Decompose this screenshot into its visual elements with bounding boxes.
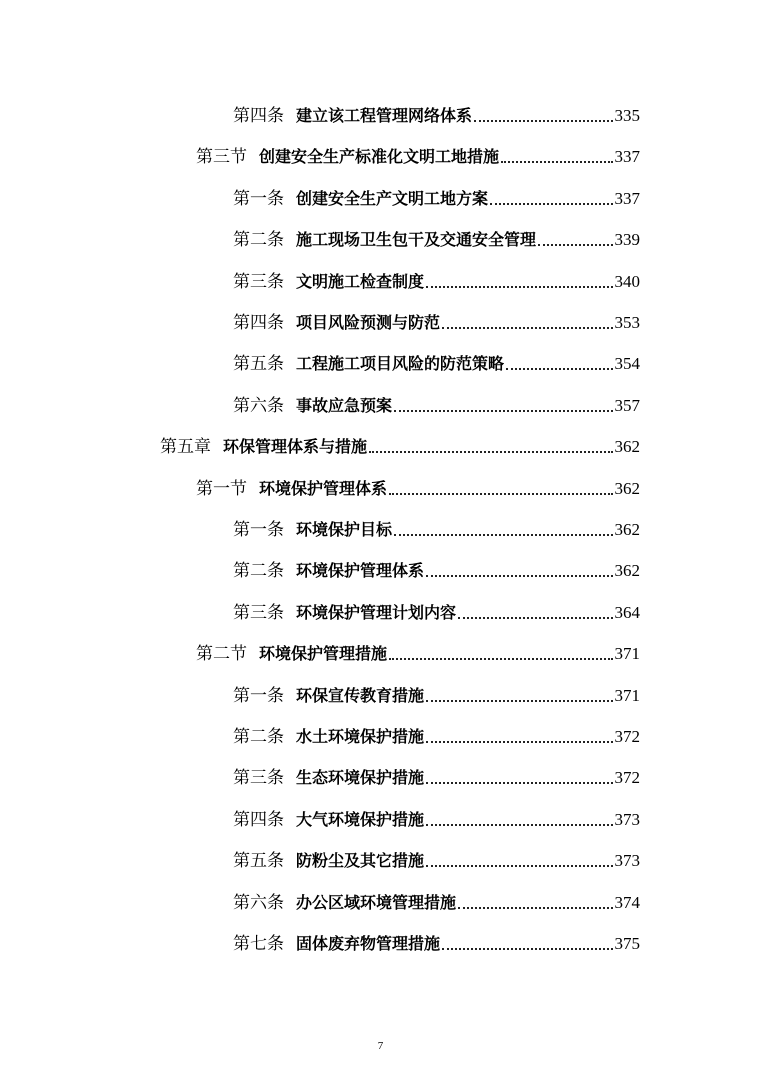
toc-entry-number: 第三条 (233, 768, 284, 789)
toc-entry-page: 362 (614, 520, 640, 539)
toc-entry[interactable] (233, 381, 640, 417)
toc-entry-number: 第二条 (233, 230, 284, 251)
toc-entry-number: 第四条 (233, 809, 284, 830)
toc-entry[interactable] (233, 257, 640, 293)
toc-entry-page: 364 (614, 602, 640, 622)
toc-dot-leader (389, 493, 612, 495)
toc-entry-page: 335 (614, 106, 640, 125)
toc-entry-number: 第五章 (160, 437, 211, 458)
toc-entry[interactable] (233, 298, 640, 334)
toc-entry-title: 水土环境保护措施 (296, 727, 425, 746)
toc-dot-leader (501, 161, 612, 163)
toc-entry-page: 372 (614, 768, 640, 788)
toc-entry-number: 第四条 (233, 106, 284, 126)
toc-entry[interactable] (233, 215, 640, 251)
toc-entry-page: 339 (614, 230, 640, 250)
toc-dot-leader (442, 948, 612, 950)
toc-entry-title: 事故应急预案 (296, 395, 393, 415)
toc-dot-leader (490, 203, 612, 205)
toc-dot-leader (426, 865, 612, 867)
toc-entry-number: 第五条 (233, 851, 284, 872)
toc-entry-page: 337 (614, 147, 640, 167)
toc-entry-number: 第三条 (233, 271, 284, 292)
toc-entry-title: 防粉尘及其它措施 (296, 851, 425, 871)
toc-dot-leader (389, 658, 612, 660)
page-number: 7 (377, 1040, 384, 1052)
toc-dot-leader (474, 120, 612, 122)
toc-entry-page: 373 (614, 809, 640, 829)
toc-entry-title: 项目风险预测与防范 (296, 313, 441, 332)
toc-entry-page: 362 (614, 478, 640, 498)
toc-entry-title: 建立该工程管理网络体系 (296, 106, 473, 125)
toc-entry-number: 第一条 (233, 520, 284, 540)
toc-dot-leader (442, 327, 612, 329)
toc-entry-title: 工程施工项目风险的防范策略 (296, 354, 505, 374)
toc-entry-title: 施工现场卫生包干及交通安全管理 (296, 230, 537, 250)
toc-dot-leader (426, 824, 612, 826)
toc-entry[interactable] (233, 91, 640, 127)
toc-entry[interactable] (233, 588, 640, 624)
toc-entry[interactable] (160, 422, 640, 458)
toc-entry[interactable] (233, 174, 640, 210)
toc-entry-page: 362 (614, 437, 640, 457)
toc-dot-leader (426, 286, 612, 288)
toc-entry-number: 第二条 (233, 561, 284, 582)
toc-entry-number: 第三节 (196, 147, 247, 168)
toc-entry-title: 文明施工检查制度 (296, 271, 425, 291)
toc-entry[interactable] (233, 339, 640, 375)
toc-entry-number: 第一条 (233, 685, 284, 706)
toc-entry-title: 创建安全生产标准化文明工地措施 (259, 147, 500, 167)
toc-entry-title: 大气环境保护措施 (296, 809, 425, 829)
toc-entry-page: 357 (614, 395, 640, 415)
toc-entry[interactable] (233, 671, 640, 707)
toc-entry[interactable] (233, 753, 640, 789)
toc-entry-page: 362 (614, 561, 640, 581)
toc-entry-page: 353 (614, 313, 640, 332)
toc-entry-number: 第七条 (233, 934, 284, 954)
toc-entry[interactable] (233, 712, 640, 748)
toc-dot-leader (426, 741, 612, 743)
toc-entry[interactable] (233, 919, 640, 955)
toc-entry[interactable] (233, 795, 640, 831)
toc-dot-leader (506, 368, 612, 370)
toc-entry[interactable] (233, 878, 640, 914)
toc-dot-leader (538, 244, 612, 246)
toc-dot-leader (426, 782, 612, 784)
toc-entry-page: 375 (614, 934, 640, 953)
toc-entry-number: 第六条 (233, 395, 284, 416)
toc-dot-leader (458, 907, 612, 909)
toc-dot-leader (394, 410, 612, 412)
toc-entry-number: 第四条 (233, 313, 284, 333)
toc-entry-page: 371 (614, 685, 640, 705)
toc-entry-title: 环境保护管理措施 (259, 644, 388, 664)
toc-entry-title: 固体废弃物管理措施 (296, 934, 441, 953)
toc-dot-leader (458, 617, 612, 619)
toc-entry-page: 372 (614, 727, 640, 746)
toc-entry-title: 环境保护管理计划内容 (296, 602, 457, 622)
toc-entry-title: 环保管理体系与措施 (223, 437, 368, 457)
toc-entry-title: 环境保护目标 (296, 520, 393, 539)
toc-entry[interactable] (233, 546, 640, 582)
toc-entry-title: 创建安全生产文明工地方案 (296, 188, 489, 208)
toc-entry-page: 337 (614, 188, 640, 208)
toc-dot-leader (426, 575, 612, 577)
toc-entry-title: 环保宣传教育措施 (296, 685, 425, 705)
toc-entry[interactable] (233, 836, 640, 872)
toc-entry-page: 354 (614, 354, 640, 374)
toc-dot-leader (394, 534, 612, 536)
toc-entry[interactable] (196, 464, 640, 500)
toc-entry-number: 第一节 (196, 478, 247, 499)
toc-entry-number: 第二节 (196, 644, 247, 665)
toc-entry[interactable] (233, 505, 640, 541)
toc-entry-title: 生态环境保护措施 (296, 768, 425, 788)
toc-dot-leader (426, 700, 612, 702)
toc-entry-page: 373 (614, 851, 640, 871)
toc-entry-title: 办公区域环境管理措施 (296, 892, 457, 912)
toc-entry-number: 第六条 (233, 892, 284, 913)
toc-entry-page: 371 (614, 644, 640, 664)
toc-entry-number: 第五条 (233, 354, 284, 375)
toc-entry-title: 环境保护管理体系 (259, 478, 388, 498)
toc-entry-number: 第一条 (233, 188, 284, 209)
toc-entry[interactable] (196, 132, 640, 168)
toc-entry-page: 340 (614, 271, 640, 291)
toc-dot-leader (369, 451, 612, 453)
toc-entry-title: 环境保护管理体系 (296, 561, 425, 581)
toc-entry-page: 374 (614, 892, 640, 912)
toc-entry-number: 第三条 (233, 602, 284, 623)
toc-entry[interactable] (196, 629, 640, 665)
toc-entry-number: 第二条 (233, 727, 284, 747)
